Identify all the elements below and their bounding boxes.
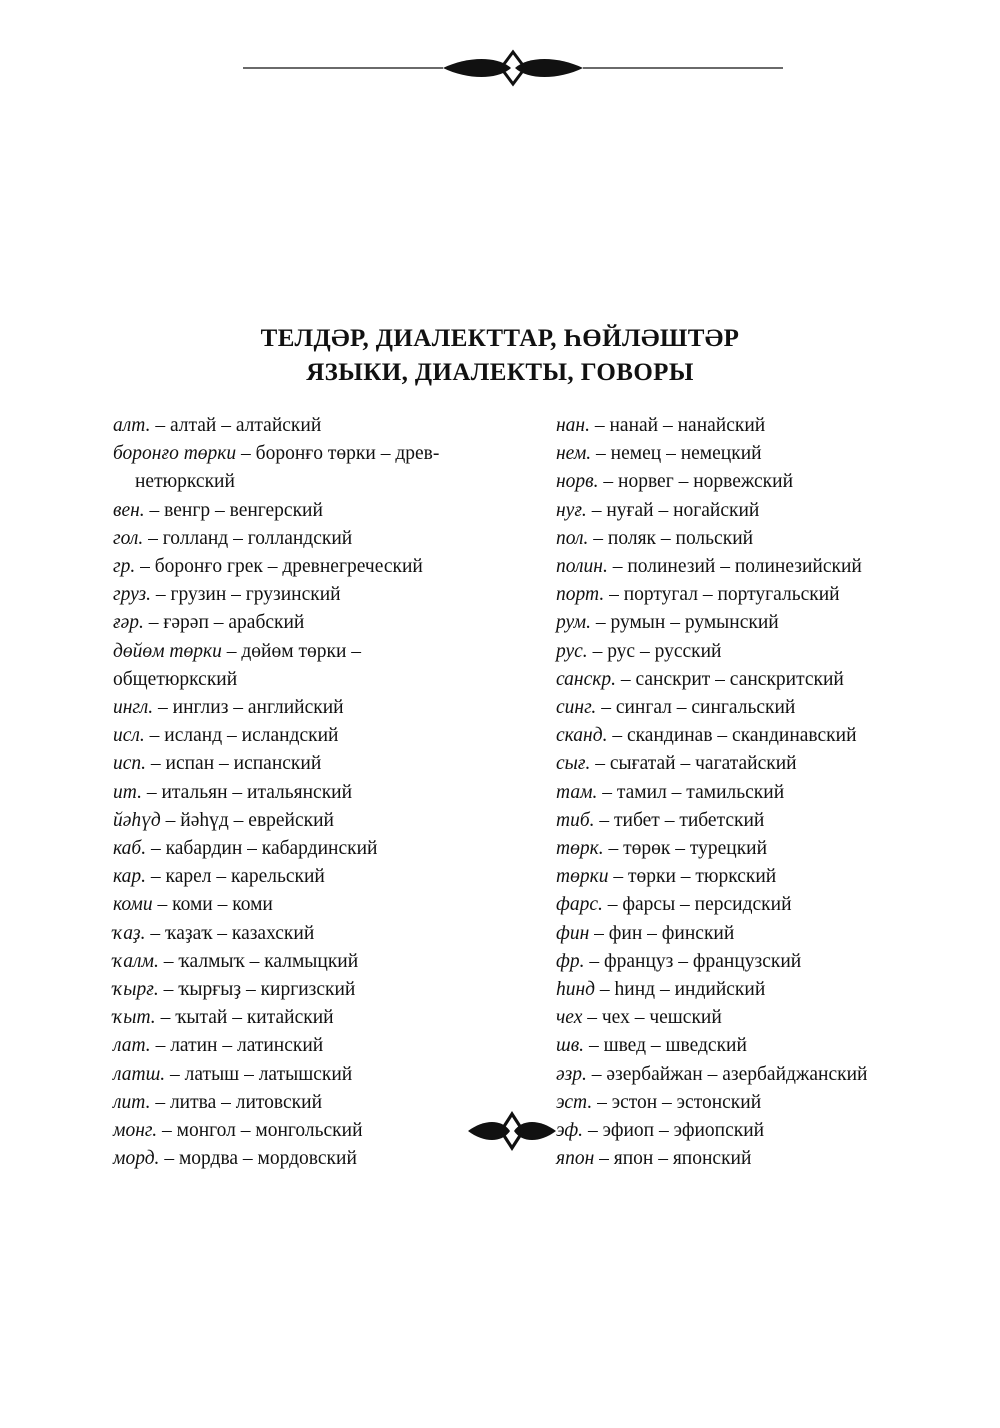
entry-expansion: – мордва – мордовский: [159, 1148, 357, 1170]
entry-expansion: – исланд – исландский: [144, 725, 339, 747]
entry-expansion: – чех – чешский: [582, 1007, 722, 1029]
entry-abbreviation: төрк.: [556, 838, 604, 860]
abbreviation-entry: [113, 1061, 543, 1089]
abbreviation-entry: [113, 779, 543, 807]
entry-expansion: – эфиоп – эфиопский: [583, 1120, 765, 1142]
abbreviation-entry: [113, 722, 543, 750]
entry-abbreviation: фр.: [556, 950, 585, 972]
entry-abbreviation: йәһүд: [113, 809, 161, 831]
abbreviation-entry: [556, 807, 976, 835]
entry-abbreviation: сығ.: [556, 753, 591, 775]
entry-abbreviation: ғәр.: [113, 612, 144, 634]
entry-abbreviation: латш.: [113, 1063, 166, 1085]
entry-abbreviation: груз.: [113, 584, 151, 606]
abbreviation-entry: [556, 468, 976, 496]
entry-expansion: – кабардин – кабардинский: [146, 838, 378, 860]
entry-expansion: – карел – карельский: [146, 866, 325, 888]
entry-expansion: – сингал – сингальский: [596, 697, 796, 719]
abbreviation-entry: [556, 440, 976, 468]
entry-expansion: – боронғо төрки – древ-: [236, 443, 440, 465]
entry-expansion: – ғәрәп – арабский: [143, 612, 305, 634]
entry-abbreviation: гол.: [113, 527, 144, 549]
entry-abbreviation: ингл.: [113, 697, 154, 719]
entry-expansion: – төрөк – турецкий: [603, 838, 768, 860]
entry-expansion: – швед – шведский: [584, 1035, 747, 1057]
abbreviation-entry: [556, 609, 976, 637]
entry-expansion: – рус – русский: [587, 640, 722, 662]
abbreviation-entry: [556, 638, 976, 666]
abbreviation-entry: [556, 863, 976, 891]
abbreviation-entry: [113, 497, 543, 525]
abbreviation-entry: [113, 863, 543, 891]
abbreviation-entry: [113, 638, 543, 694]
abbreviation-entry: [556, 835, 976, 863]
abbreviation-entry: [113, 440, 543, 496]
entry-expansion: – поляк – польский: [588, 527, 754, 549]
entry-abbreviation: алт.: [113, 415, 151, 436]
abbreviation-entry: [556, 948, 976, 976]
abbreviation-entry: [556, 1117, 976, 1145]
abbreviation-entry: [556, 722, 976, 750]
entry-expansion: – итальян – итальянский: [141, 781, 353, 803]
entry-expansion: – боронғо грек – древнегреческий: [135, 556, 423, 578]
entry-expansion: – литва – литовский: [150, 1091, 323, 1113]
entry-expansion: – эстон – эстонский: [592, 1091, 762, 1113]
entry-abbreviation: исл.: [113, 725, 145, 747]
ornament-top: [243, 48, 783, 88]
page-title-bashkir: ТЕЛДӘР, ДИАЛЕКТТАР, ҺӨЙЛӘШТӘР: [260, 325, 740, 352]
entry-expansion: – санскрит – санскритский: [615, 668, 844, 690]
entry-expansion: – фин – финский: [589, 922, 735, 944]
page-title-russian: ЯЗЫКИ, ДИАЛЕКТЫ, ГОВОРЫ: [306, 359, 694, 386]
entry-expansion: – фарсы – персидский: [602, 894, 792, 916]
entry-expansion: – әзербайжан – азербайджанский: [586, 1063, 868, 1085]
ornament-bottom: [452, 1108, 572, 1154]
entry-abbreviation: лат.: [113, 1035, 151, 1057]
entry-continuation: нетюркский: [135, 471, 235, 493]
abbreviation-entry: [556, 779, 976, 807]
entry-abbreviation: рус.: [556, 640, 588, 662]
abbreviation-entry: [556, 581, 976, 609]
entry-abbreviation: синг.: [556, 697, 597, 719]
abbreviation-entry: [556, 525, 976, 553]
entry-expansion: – нанай – нанайский: [589, 415, 766, 436]
entry-expansion: – полинезий – полинезийский: [607, 556, 862, 578]
entry-expansion: – тибет – тибетский: [594, 809, 765, 831]
entry-expansion: – норвег – норвежский: [598, 471, 794, 493]
abbreviation-entry: [556, 694, 976, 722]
abbreviation-entry: [556, 666, 976, 694]
entry-abbreviation: сканд.: [556, 725, 608, 747]
entry-expansion: – төрки – тюркский: [608, 866, 777, 888]
entry-abbreviation: порт.: [556, 584, 605, 606]
entry-abbreviation: һинд: [556, 979, 596, 1001]
entry-abbreviation: нем.: [556, 443, 592, 465]
entry-expansion: – ҡырғыҙ – киргизский: [158, 979, 356, 1001]
entry-continuation: общетюркский: [113, 668, 238, 690]
abbreviation-entry: [113, 750, 543, 778]
abbreviation-entry: [113, 1032, 543, 1060]
entry-abbreviation: эст.: [556, 1091, 593, 1113]
abbreviation-entry: [113, 1004, 543, 1032]
abbreviation-entry: [556, 1089, 976, 1117]
entry-abbreviation: ит.: [113, 781, 142, 803]
page-title-block: [0, 322, 1000, 390]
entry-abbreviation: исп.: [113, 753, 147, 775]
entry-expansion: – голланд – голландский: [143, 527, 353, 549]
abbreviation-entry: [113, 920, 543, 948]
abbreviation-columns: [0, 412, 1000, 1170]
abbreviation-entry: [113, 891, 543, 919]
entry-expansion: – коми – коми: [152, 894, 273, 916]
entry-abbreviation: япон: [556, 1148, 595, 1170]
entry-abbreviation: морд.: [113, 1148, 160, 1170]
abbreviation-entry: [113, 581, 543, 609]
entry-abbreviation: кар.: [113, 866, 147, 888]
entry-expansion: – венгр – венгерский: [144, 499, 323, 521]
entry-expansion: – латыш – латышский: [165, 1063, 353, 1085]
entry-abbreviation: боронғо төрки: [113, 443, 237, 465]
abbreviation-entry: [113, 553, 543, 581]
entry-abbreviation: монг.: [113, 1120, 158, 1142]
abbreviation-entry: [113, 835, 543, 863]
abbreviation-entry: [556, 1032, 976, 1060]
entry-abbreviation: ҡалм.: [113, 950, 159, 972]
entry-expansion: – румын – румынский: [590, 612, 779, 634]
abbreviation-entry: [113, 609, 543, 637]
entry-abbreviation: пол.: [556, 527, 589, 549]
entry-abbreviation: каб.: [113, 838, 147, 860]
entry-abbreviation: полин.: [556, 556, 608, 578]
entry-abbreviation: тиб.: [556, 809, 595, 831]
entry-expansion: – алтай – алтайский: [150, 415, 322, 436]
entry-expansion: – монгол – монгольский: [157, 1120, 363, 1142]
entry-expansion: – йәһүд – еврейский: [160, 809, 334, 831]
entry-expansion: – инглиз – английский: [153, 697, 344, 719]
abbreviation-entry: [556, 750, 976, 778]
entry-expansion: – ҡаҙаҡ – казахский: [145, 922, 315, 944]
entry-abbreviation: лит.: [113, 1091, 151, 1113]
entry-abbreviation: ҡаҙ.: [113, 922, 146, 944]
entry-abbreviation: шв.: [556, 1035, 585, 1057]
abbreviation-entry: [113, 412, 543, 440]
entry-abbreviation: дөйөм төрки: [113, 640, 222, 662]
abbreviation-entry: [556, 553, 976, 581]
abbreviation-entry: [556, 412, 976, 440]
entry-expansion: – сығатай – чагатайский: [590, 753, 797, 775]
abbreviation-entry: [556, 920, 976, 948]
entry-expansion: – испан – испанский: [146, 753, 322, 775]
entry-abbreviation: гр.: [113, 556, 136, 578]
abbreviation-entry: [556, 1145, 976, 1173]
entry-abbreviation: нуғ.: [556, 499, 587, 521]
entry-abbreviation: фин: [556, 922, 590, 944]
entry-expansion: – тамил – тамильский: [597, 781, 785, 803]
entry-expansion: – латин – латинский: [150, 1035, 324, 1057]
entry-abbreviation: чех: [556, 1007, 583, 1029]
entry-expansion: – япон – японский: [594, 1148, 752, 1170]
entry-abbreviation: там.: [556, 781, 598, 803]
abbreviation-entry: [113, 525, 543, 553]
entry-abbreviation: вен.: [113, 499, 145, 521]
abbreviation-entry: [113, 948, 543, 976]
entry-expansion: – нуғай – ногайский: [586, 499, 760, 521]
abbreviation-column-right: [556, 412, 976, 1173]
entry-expansion: – скандинав – скандинавский: [607, 725, 857, 747]
entry-expansion: – португал – португальский: [604, 584, 840, 606]
entry-abbreviation: рум.: [556, 612, 591, 634]
abbreviation-entry: [556, 497, 976, 525]
abbreviation-entry: [556, 1061, 976, 1089]
entry-abbreviation: коми: [113, 894, 153, 916]
entry-expansion: – дөйөм төрки –: [221, 640, 362, 662]
abbreviation-entry: [113, 694, 543, 722]
entry-abbreviation: нан.: [556, 415, 590, 436]
entry-abbreviation: әзр.: [556, 1063, 587, 1085]
entry-expansion: – һинд – индийский: [595, 979, 766, 1001]
abbreviation-column-left: [113, 412, 543, 1173]
abbreviation-entry: [556, 1004, 976, 1032]
abbreviation-entry: [556, 976, 976, 1004]
abbreviation-entry: [113, 807, 543, 835]
entry-abbreviation: санскр.: [556, 668, 616, 690]
abbreviation-entry: [113, 976, 543, 1004]
entry-expansion: – ҡытай – китайский: [155, 1007, 334, 1029]
entry-abbreviation: норв.: [556, 471, 599, 493]
entry-abbreviation: фарс.: [556, 894, 603, 916]
entry-expansion: – немец – немецкий: [591, 443, 762, 465]
entry-expansion: – ҡалмыҡ – калмыцкий: [158, 950, 359, 972]
entry-abbreviation: төрки: [556, 866, 609, 888]
entry-expansion: – француз – французский: [584, 950, 802, 972]
entry-abbreviation: ҡырғ.: [113, 979, 159, 1001]
entry-abbreviation: эф.: [556, 1120, 584, 1142]
entry-expansion: – грузин – грузинский: [150, 584, 341, 606]
abbreviation-entry: [556, 891, 976, 919]
entry-abbreviation: ҡыт.: [113, 1007, 156, 1029]
